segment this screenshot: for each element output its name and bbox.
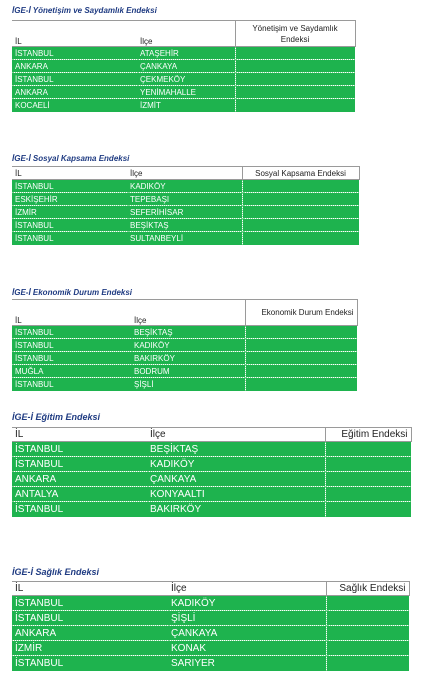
cell-il: İZMİR bbox=[12, 641, 169, 656]
cell-index bbox=[242, 232, 359, 245]
header-ilce: İlçe bbox=[128, 167, 242, 180]
cell-index bbox=[325, 487, 411, 502]
cell-il: ANKARA bbox=[12, 60, 138, 73]
table-row bbox=[12, 656, 409, 671]
table-header-row bbox=[12, 21, 355, 47]
cell-il: İSTANBUL bbox=[12, 352, 132, 365]
cell-index bbox=[235, 99, 355, 112]
cell-il: İSTANBUL bbox=[12, 339, 132, 352]
table-row bbox=[12, 86, 355, 99]
cell-ilce: ŞİŞLİ bbox=[169, 611, 326, 626]
table-header-row bbox=[12, 428, 411, 442]
table-row bbox=[12, 99, 355, 112]
table-row bbox=[12, 611, 409, 626]
table-row bbox=[12, 626, 409, 641]
cell-index bbox=[325, 457, 411, 472]
cell-index bbox=[242, 206, 359, 219]
cell-index bbox=[245, 378, 357, 391]
cell-index bbox=[326, 611, 409, 626]
cell-ilce: BEŞİKTAŞ bbox=[148, 442, 325, 457]
header-il: İL bbox=[12, 300, 132, 326]
cell-ilce: KONAK bbox=[169, 641, 326, 656]
table-row bbox=[12, 365, 357, 378]
table-title-governance: İGE-İ Yönetişim ve Saydamlık Endeksi bbox=[12, 6, 157, 15]
cell-ilce: İZMİT bbox=[138, 99, 235, 112]
cell-il: ANKARA bbox=[12, 472, 148, 487]
table-row bbox=[12, 352, 357, 365]
cell-il: İSTANBUL bbox=[12, 596, 169, 611]
cell-ilce: KADIKÖY bbox=[132, 339, 245, 352]
cell-ilce: ÇANKAYA bbox=[138, 60, 235, 73]
header-ilce: İlçe bbox=[169, 582, 326, 596]
table-row bbox=[12, 219, 359, 232]
table-header-row bbox=[12, 300, 357, 326]
table-row bbox=[12, 326, 357, 339]
table-title-health: İGE-İ Sağlık Endeksi bbox=[12, 567, 100, 577]
table-row bbox=[12, 339, 357, 352]
cell-il: İSTANBUL bbox=[12, 611, 169, 626]
cell-index bbox=[245, 365, 357, 378]
cell-index bbox=[242, 180, 359, 193]
cell-index bbox=[235, 47, 355, 60]
header-index: Sağlık Endeksi bbox=[326, 582, 409, 596]
cell-index bbox=[235, 86, 355, 99]
cell-ilce: YENİMAHALLE bbox=[138, 86, 235, 99]
cell-il: İSTANBUL bbox=[12, 378, 132, 391]
table-row bbox=[12, 73, 355, 86]
cell-index bbox=[325, 502, 411, 517]
table-title-economic: İGE-İ Ekonomik Durum Endeksi bbox=[12, 288, 133, 297]
cell-index bbox=[325, 442, 411, 457]
cell-il: İSTANBUL bbox=[12, 219, 128, 232]
cell-il: ANTALYA bbox=[12, 487, 148, 502]
table-social bbox=[12, 166, 360, 245]
table-row bbox=[12, 596, 409, 611]
cell-il: İSTANBUL bbox=[12, 180, 128, 193]
table-row bbox=[12, 180, 359, 193]
cell-index bbox=[326, 626, 409, 641]
cell-il: KOCAELİ bbox=[12, 99, 138, 112]
cell-ilce: SEFERİHİSAR bbox=[128, 206, 242, 219]
cell-il: İSTANBUL bbox=[12, 47, 138, 60]
cell-ilce: BEŞİKTAŞ bbox=[132, 326, 245, 339]
cell-il: İSTANBUL bbox=[12, 442, 148, 457]
cell-index bbox=[235, 60, 355, 73]
table-health bbox=[12, 581, 410, 671]
cell-index bbox=[245, 352, 357, 365]
table-education bbox=[12, 427, 412, 517]
table-row bbox=[12, 47, 355, 60]
cell-index bbox=[245, 326, 357, 339]
table-row bbox=[12, 193, 359, 206]
cell-il: İSTANBUL bbox=[12, 326, 132, 339]
cell-index bbox=[242, 219, 359, 232]
cell-ilce: ÇEKMEKÖY bbox=[138, 73, 235, 86]
cell-ilce: ŞİŞLİ bbox=[132, 378, 245, 391]
header-il: İL bbox=[12, 428, 148, 442]
header-ilce: İlçe bbox=[132, 300, 245, 326]
cell-il: ANKARA bbox=[12, 626, 169, 641]
cell-il: ANKARA bbox=[12, 86, 138, 99]
table-row bbox=[12, 502, 411, 517]
cell-il: İSTANBUL bbox=[12, 232, 128, 245]
cell-ilce: BAKIRKÖY bbox=[148, 502, 325, 517]
cell-ilce: KADIKÖY bbox=[169, 596, 326, 611]
cell-il: ESKİŞEHİR bbox=[12, 193, 128, 206]
table-header-row bbox=[12, 167, 359, 180]
header-index: Sosyal Kapsama Endeksi bbox=[242, 167, 359, 180]
header-il: İL bbox=[12, 582, 169, 596]
cell-il: İSTANBUL bbox=[12, 73, 138, 86]
cell-ilce: ATAŞEHİR bbox=[138, 47, 235, 60]
table-header-row bbox=[12, 582, 409, 596]
cell-ilce: BODRUM bbox=[132, 365, 245, 378]
table-economic bbox=[12, 299, 358, 391]
cell-il: İSTANBUL bbox=[12, 502, 148, 517]
cell-ilce: SARIYER bbox=[169, 656, 326, 671]
table-row bbox=[12, 206, 359, 219]
cell-index bbox=[235, 73, 355, 86]
cell-il: MUĞLA bbox=[12, 365, 132, 378]
cell-index bbox=[326, 641, 409, 656]
table-title-social: İGE-İ Sosyal Kapsama Endeksi bbox=[12, 154, 130, 163]
cell-ilce: TEPEBAŞI bbox=[128, 193, 242, 206]
table-row bbox=[12, 442, 411, 457]
cell-index bbox=[326, 596, 409, 611]
table-governance bbox=[12, 20, 356, 112]
header-ilce: İlçe bbox=[138, 21, 235, 47]
cell-il: İZMİR bbox=[12, 206, 128, 219]
header-ilce: İlçe bbox=[148, 428, 325, 442]
cell-index bbox=[325, 472, 411, 487]
header-index: Yönetişim ve Saydamlık Endeksi bbox=[235, 21, 355, 47]
header-index: Eğitim Endeksi bbox=[325, 428, 411, 442]
table-row bbox=[12, 378, 357, 391]
table-row bbox=[12, 487, 411, 502]
cell-ilce: SULTANBEYLİ bbox=[128, 232, 242, 245]
table-row bbox=[12, 60, 355, 73]
cell-index bbox=[242, 193, 359, 206]
cell-ilce: BEŞİKTAŞ bbox=[128, 219, 242, 232]
cell-ilce: ÇANKAYA bbox=[148, 472, 325, 487]
header-il: İL bbox=[12, 167, 128, 180]
table-row bbox=[12, 457, 411, 472]
table-row bbox=[12, 232, 359, 245]
table-title-education: İGE-İ Eğitim Endeksi bbox=[12, 412, 101, 422]
table-row bbox=[12, 641, 409, 656]
cell-index bbox=[326, 656, 409, 671]
cell-ilce: BAKIRKÖY bbox=[132, 352, 245, 365]
cell-ilce: KADIKÖY bbox=[128, 180, 242, 193]
cell-il: İSTANBUL bbox=[12, 457, 148, 472]
cell-ilce: KONYAALTI bbox=[148, 487, 325, 502]
cell-ilce: ÇANKAYA bbox=[169, 626, 326, 641]
header-il: İL bbox=[12, 21, 138, 47]
cell-il: İSTANBUL bbox=[12, 656, 169, 671]
table-row bbox=[12, 472, 411, 487]
cell-ilce: KADIKÖY bbox=[148, 457, 325, 472]
cell-index bbox=[245, 339, 357, 352]
header-index: Ekonomik Durum Endeksi bbox=[245, 300, 357, 326]
